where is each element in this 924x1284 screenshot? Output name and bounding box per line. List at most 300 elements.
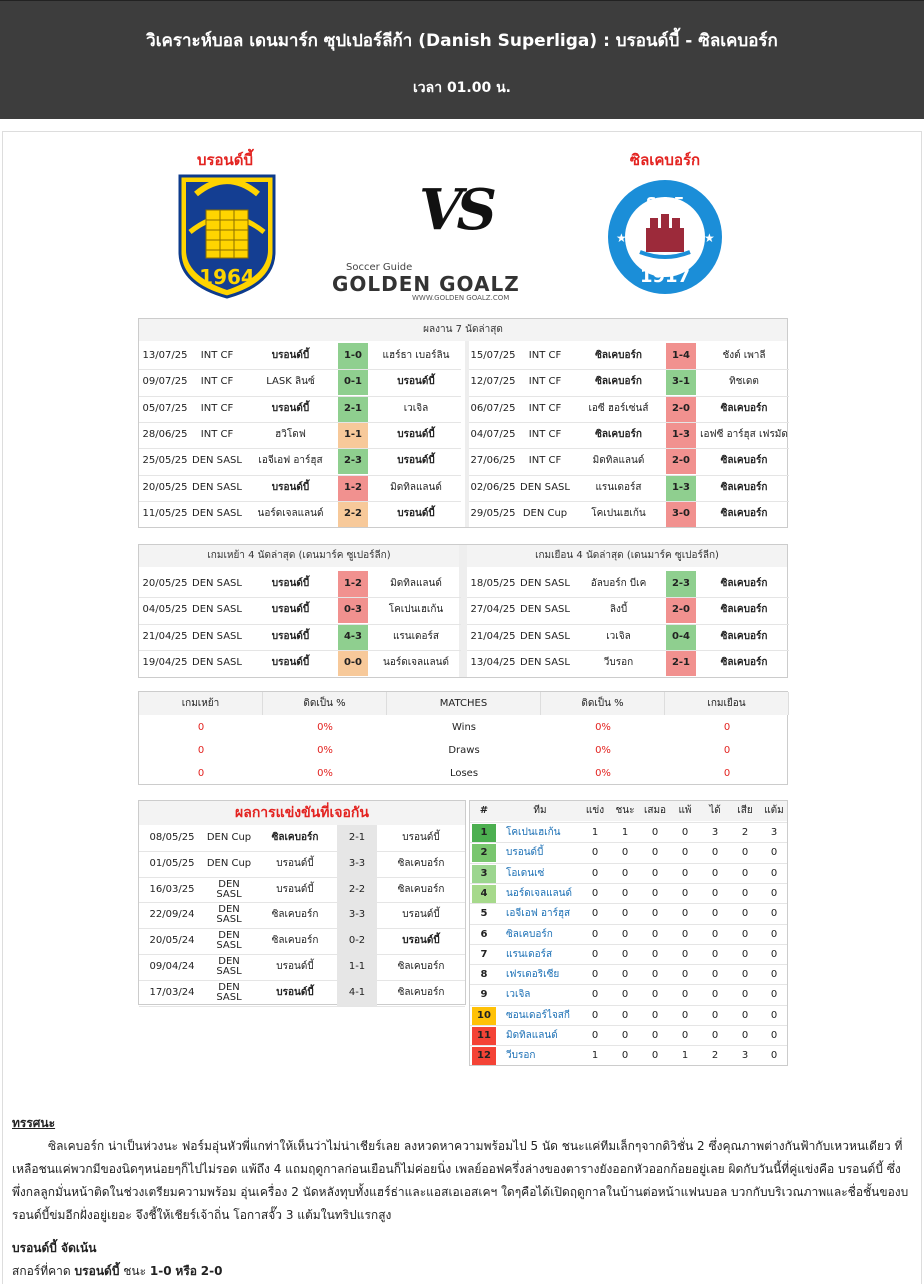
standings-stat: 0 (681, 1009, 689, 1021)
home-team: ซิลเคบอร์ก (595, 350, 642, 361)
standings-stat: 0 (591, 989, 599, 1001)
stats-value: 0% (595, 722, 611, 733)
standings-stat: 0 (651, 847, 659, 859)
match-score: 1-1 (337, 954, 377, 980)
versus-label: VS (419, 177, 491, 243)
standings-stat: 0 (681, 948, 689, 960)
away-team: ชังต์ เพาลี (722, 350, 766, 361)
match-score: 2-0 (666, 448, 696, 474)
h2h-title: ผลการแข่งขันที่เจอกัน (139, 801, 465, 825)
away-team: บรอนด์บี้ (397, 376, 435, 388)
result-row (467, 475, 789, 501)
standings-header: แพ้ (678, 805, 692, 816)
team-link[interactable]: มิดทิลแลนด์ (506, 1030, 558, 1041)
match-date: 21/04/25 (470, 630, 516, 642)
competition: DEN SASL (520, 481, 570, 493)
h2h-row (139, 851, 465, 877)
competition: DEN Cup (522, 507, 568, 519)
standings-stat: 0 (741, 1009, 749, 1021)
home-team: นอร์ดเจลแลนด์ (257, 507, 324, 519)
away-team: ซิลเคบอร์ก (720, 630, 768, 642)
row-divider (467, 501, 789, 502)
team-link[interactable]: โอเดนเซ่ (506, 867, 545, 879)
standings-stat: 0 (741, 867, 749, 879)
position: 5 (480, 908, 488, 920)
match-score: 2-1 (666, 650, 696, 676)
standings-header: แข่ง (585, 805, 605, 816)
match-score: 0-0 (338, 650, 368, 676)
result-row (467, 396, 789, 422)
standings-stat: 0 (651, 948, 659, 960)
standings-stat: 0 (711, 1030, 719, 1041)
standings-stat: 0 (741, 969, 749, 981)
standings-row (470, 883, 787, 903)
competition: INT CF (528, 402, 562, 414)
away-team-name: ซิลเคบอร์ก (629, 151, 701, 169)
standings-row (470, 1025, 787, 1045)
home-team: แรนเดอร์ส (595, 481, 642, 493)
standings-row (470, 944, 787, 964)
match-score: 2-0 (666, 597, 696, 623)
score-or: หรือ (175, 1264, 197, 1278)
result-row (139, 597, 461, 623)
away-team: นอร์ดเจลแลนด์ (382, 656, 449, 668)
standings-stat: 0 (681, 1030, 689, 1041)
result-row (139, 475, 461, 501)
competition: DEN Cup (206, 832, 252, 843)
match-date: 13/04/25 (470, 656, 516, 668)
stats-value: 0 (723, 722, 731, 733)
competition: INT CF (200, 350, 234, 361)
last-7-title: ผลงาน 7 นัดล่าสุด (139, 319, 787, 341)
match-score: 1-2 (338, 571, 368, 597)
standings-row (470, 984, 787, 1004)
stats-header: เกมเหย้า (139, 692, 263, 715)
stats-value: 0 (197, 768, 205, 779)
home-team: บรอนด์บี้ (271, 350, 310, 361)
standings-stat: 2 (741, 827, 749, 838)
home-team: ซิลเคบอร์ก (271, 832, 319, 843)
match-date: 27/04/25 (470, 604, 516, 616)
stats-value: 0% (317, 722, 333, 733)
match-date: 19/04/25 (142, 656, 188, 668)
row-divider (139, 650, 461, 651)
standings-stat: 0 (651, 1009, 659, 1021)
away-team: ซิลเคบอร์ก (720, 578, 768, 589)
standings-header: แต้ม (764, 805, 784, 816)
competition: DEN SASL (520, 656, 570, 668)
team-link[interactable]: เวเจิล (506, 989, 531, 1001)
standings-stat: 0 (741, 928, 749, 940)
stats-value: 0 (723, 768, 731, 779)
match-score: 2-0 (666, 396, 696, 422)
match-score: 0-1 (338, 369, 368, 395)
result-row (467, 571, 789, 597)
row-divider (467, 448, 789, 449)
standings-header: เสมอ (643, 805, 667, 816)
standings-stat: 0 (770, 887, 778, 899)
standings-stat: 0 (591, 887, 599, 899)
match-score: 2-3 (666, 571, 696, 597)
team-link[interactable]: บรอนด์บี้ (506, 847, 544, 859)
home-team-badge-icon (176, 172, 278, 300)
analysis-body: ซิลเคบอร์ก น่าเป็นห่วงนะ ฟอร์มอุ่นหัวพี่แกท่าให้เห็นว่าไม่น่าเชียร์เลย ลงหวดหาความพร้อมไป 5 นัด ชนะแค่ทีมเล็กๆจากดิวิชั่น 2 ซึ่งคุณภาพต่างกันฟ้ากับเหวหนเดียว ที่เหลือชนแค่พวกมีของนิดๆหน่อยๆก็ไปไม่รอด แพ้ถึง 4 แถมฤดูกาลก่อนเยือนก็ไม่ค่อยนิ่ง เพลย์ออฟครึ่งล่างของตารางยังออกหัวออกก้อยอยู่เลย ผิดกับวันนี้ที่คู่แข่งคือ บรอนด์บี้ ซึ่งพึ่งกลลูกมั่นหน้าติดในช่วงเตรียมความพร้อม อุ่นเครื่อง 2 นัดหลังทุบทั้งแฮร์ธ่าและแอสเอเอสเคฯ ใดๆคือได้เปิดฤดูกาลในบ้านต่อหน้าแฟนบอล บวกกับบริเวณภาพและชื่อชั้นของบรอนด์บี้ข่มอีกฝั่งอยู่เยอะ จึงชี้ให้เชียร์เจ้าถิ่น โอกาสจั๊ว 3 แต้มในทริปแรกสูง (12, 1139, 909, 1222)
team-link[interactable]: แรนเดอร์ส (506, 948, 553, 960)
standings-stat: 0 (741, 908, 749, 920)
away-team: โคเปนเฮเก้น (388, 604, 444, 616)
position: 1 (472, 824, 496, 842)
h2h-row (139, 877, 465, 903)
standings-row (470, 1045, 787, 1065)
standings-row (470, 842, 787, 862)
away-team: ซิลเคบอร์ก (720, 455, 768, 467)
result-row (467, 343, 789, 369)
away-team: ซิลเคบอร์ก (720, 507, 768, 519)
row-divider (139, 422, 461, 423)
home-badge-year: 1964 (199, 265, 255, 289)
standings-stat: 1 (591, 827, 599, 838)
standings-stat: 0 (741, 989, 749, 1001)
match-score: 0-4 (666, 624, 696, 650)
match-score: 2-2 (337, 877, 377, 903)
stats-value: Draws (448, 745, 480, 756)
team-link[interactable]: ซิลเคบอร์ก (506, 928, 553, 940)
competition: INT CF (200, 402, 234, 414)
match-date: 22/09/24 (149, 909, 195, 921)
standings-stat: 2 (711, 1050, 719, 1062)
standings-row (470, 924, 787, 944)
h2h-row (139, 980, 465, 1006)
standings-header: ชนะ (615, 805, 635, 816)
away-team: ซิลเคบอร์ก (397, 857, 445, 869)
standings-stat: 0 (681, 969, 689, 981)
match-score: 1-4 (666, 343, 696, 369)
competition: INT CF (528, 350, 562, 361)
match-score: 2-1 (337, 825, 377, 851)
match-date: 02/06/25 (470, 481, 516, 493)
standings-stat: 0 (770, 969, 778, 981)
match-date: 16/03/25 (149, 883, 195, 895)
standings-stat: 0 (741, 948, 749, 960)
home-team: ซิลเคบอร์ก (595, 428, 642, 440)
result-row (467, 448, 789, 474)
position: 4 (472, 885, 496, 903)
standings-stat: 0 (770, 1030, 778, 1041)
match-date: 18/05/25 (470, 578, 516, 589)
standings-stat: 0 (591, 847, 599, 859)
match-date: 25/05/25 (142, 455, 188, 467)
standings-stat: 0 (651, 867, 659, 879)
away-team: มิดทิลแลนด์ (390, 481, 442, 493)
home-team: บรอนด์บี้ (271, 402, 310, 414)
team-link[interactable]: เอจีเอฟ อาร์ฮุส (506, 908, 571, 920)
row-divider (467, 650, 789, 651)
match-date: 28/06/25 (142, 428, 188, 440)
standings-stat: 3 (711, 827, 719, 838)
away-team: ซิลเคบอร์ก (397, 961, 445, 972)
competition: INT CF (528, 376, 562, 388)
row-divider (139, 369, 461, 370)
result-row (139, 501, 461, 527)
standings-stat: 0 (651, 1050, 659, 1062)
standings-stat: 0 (651, 989, 659, 1001)
standings-stat: 0 (741, 1030, 749, 1041)
away-team: ซิลเคบอร์ก (720, 481, 768, 493)
position: 2 (472, 844, 496, 862)
home-team: LASK ลินซ์ (266, 376, 315, 388)
home-team: ซิลเคบอร์ก (271, 909, 319, 921)
result-row (139, 422, 461, 448)
home-team: บรอนด์บี้ (276, 883, 314, 895)
standings-row (470, 903, 787, 923)
standings-stat: 0 (770, 847, 778, 859)
competition: INT CF (200, 428, 234, 440)
match-date: 20/05/25 (142, 481, 188, 493)
home-team: อัลบอร์ก บีเค (590, 578, 647, 589)
team-link[interactable]: โคเปนเฮเก้น (506, 827, 561, 838)
row-divider (139, 501, 461, 502)
stats-header: MATCHES (387, 692, 541, 715)
result-row (139, 650, 461, 676)
away-team: แรนเดอร์ส (392, 630, 440, 642)
stats-value: 0 (197, 722, 205, 733)
standings-stat: 0 (621, 969, 629, 981)
position: 9 (480, 989, 488, 1001)
position: 10 (472, 1007, 496, 1025)
h2h-row (139, 902, 465, 928)
score-b: 2-0 (200, 1264, 223, 1278)
stats-value: Wins (452, 722, 476, 733)
competition: DEN SASL (192, 630, 242, 642)
standings-stat: 0 (770, 948, 778, 960)
team-link[interactable]: ซอนเดอร์ไจสกี (506, 1009, 570, 1021)
match-date: 20/05/24 (149, 935, 195, 947)
logo-url-text: WWW.GOLDEN GOALZ.COM (412, 294, 510, 302)
page-title: วิเคราะห์บอล เดนมาร์ก ซุปเปอร์ลีก้า (Danish Superliga) : บรอนด์บี้ - ซิลเคบอร์ก (146, 31, 778, 51)
home-team: เวเจิล (606, 630, 631, 642)
standings-stat: 0 (621, 867, 629, 879)
stats-value: Loses (449, 768, 479, 779)
stats-value: 0% (317, 745, 333, 756)
match-score: 1-3 (666, 422, 696, 448)
standings-stat: 0 (621, 887, 629, 899)
home-team-name: บรอนด์บี้ (196, 151, 254, 169)
standings-stat: 0 (681, 867, 689, 879)
team-link[interactable]: นอร์ดเจลแลนด์ (506, 887, 573, 899)
head-to-head-panel (138, 800, 466, 1005)
match-score: 1-1 (338, 422, 368, 448)
standings-header: # (479, 805, 489, 816)
standings-stat: 0 (621, 1030, 629, 1041)
match-score: 1-0 (338, 343, 368, 369)
analysis-section (12, 1112, 912, 1283)
standings-stat: 1 (591, 1050, 599, 1062)
row-divider (139, 624, 461, 625)
match-score: 1-2 (338, 475, 368, 501)
standings-row (470, 1005, 787, 1025)
standings-stat: 0 (621, 1050, 629, 1062)
standings-stat: 0 (711, 1009, 719, 1021)
result-row (467, 650, 789, 676)
standings-stat: 0 (711, 908, 719, 920)
match-date: 04/05/25 (142, 604, 188, 616)
result-row (139, 571, 461, 597)
logo-big-text: GOLDEN GOALZ (332, 272, 520, 296)
standings-stat: 0 (681, 989, 689, 1001)
competition: DEN SASL (192, 455, 242, 467)
score-team: บรอนด์บี้ (74, 1264, 120, 1278)
standings-stat: 0 (711, 989, 719, 1001)
competition: DEN SASL (216, 956, 242, 977)
standings-stat: 0 (681, 887, 689, 899)
match-date: 17/03/24 (149, 986, 195, 998)
standings-stat: 0 (711, 867, 719, 879)
standings-stat: 0 (621, 847, 629, 859)
svg-text:★: ★ (616, 231, 627, 245)
standings-header: ได้ (709, 805, 721, 816)
stats-value: 0% (317, 768, 333, 779)
row-divider (139, 475, 461, 476)
home-team: บรอนด์บี้ (271, 604, 310, 616)
svg-text:★: ★ (704, 231, 715, 245)
standings-stat: 0 (681, 908, 689, 920)
stats-header: เกมเยือน (665, 692, 789, 715)
away-team: แฮร์ธา เบอร์ลิน (382, 350, 450, 361)
match-date: 05/07/25 (142, 402, 188, 414)
competition: DEN SASL (192, 604, 242, 616)
standings-stat: 0 (651, 887, 659, 899)
team-link[interactable]: เฟรเดอริเซีย (506, 969, 560, 981)
standings-stat: 0 (651, 928, 659, 940)
last-7-results-panel (138, 318, 788, 528)
stats-value: 0% (595, 745, 611, 756)
stats-header: ดิดเป็น % (541, 692, 665, 715)
result-row (139, 343, 461, 369)
standings-stat: 1 (681, 1050, 689, 1062)
position: 3 (472, 865, 496, 883)
h2h-row (139, 825, 465, 851)
position: 7 (480, 948, 488, 960)
away-team-badge-icon (606, 178, 724, 296)
h2h-row (139, 928, 465, 954)
kickoff-time: เวลา 01.00 น. (412, 80, 511, 96)
stats-value: 0% (595, 768, 611, 779)
position: 12 (472, 1047, 496, 1065)
team-link[interactable]: วีบรอก (506, 1050, 536, 1062)
home-team: วีบรอก (603, 656, 634, 668)
away-team: บรอนด์บี้ (402, 909, 440, 921)
home-team: บรอนด์บี้ (276, 986, 314, 998)
home-team: โคเปนเฮเก้น (591, 507, 646, 519)
match-score: 4-1 (337, 980, 377, 1006)
match-date: 09/07/25 (142, 376, 188, 388)
competition: DEN SASL (520, 604, 570, 616)
away-team: ซิลเคบอร์ก (720, 402, 768, 414)
match-date: 20/05/25 (142, 578, 188, 589)
home-team: เอจีเอฟ อาร์ฮุส (258, 455, 323, 467)
win-draw-loss-stats (138, 691, 788, 785)
match-date: 27/06/25 (470, 455, 516, 467)
standings-stat: 0 (621, 989, 629, 1001)
row-divider (467, 624, 789, 625)
away-badge-letters: S·I·F (645, 194, 685, 212)
stats-value: 0 (197, 745, 205, 756)
standings-stat: 0 (770, 1009, 778, 1021)
standings-stat: 0 (621, 908, 629, 920)
match-score: 2-3 (338, 448, 368, 474)
away-team: บรอนด์บี้ (397, 455, 435, 467)
match-score: 3-1 (666, 369, 696, 395)
standings-stat: 0 (651, 908, 659, 920)
match-score: 1-3 (666, 475, 696, 501)
away-team: ซิลเคบอร์ก (397, 883, 445, 895)
away-badge-year: 1917 (639, 266, 691, 287)
row-divider (139, 396, 461, 397)
home-team: ซิลเคบอร์ก (271, 935, 319, 947)
result-row (139, 369, 461, 395)
standings-stat: 0 (591, 928, 599, 940)
result-row (139, 624, 461, 650)
standings-stat: 0 (681, 928, 689, 940)
league-standings-table (469, 800, 788, 1066)
standings-stat: 0 (711, 928, 719, 940)
home-team: บรอนด์บี้ (271, 656, 310, 668)
row-divider (467, 475, 789, 476)
row-divider (139, 597, 461, 598)
standings-stat: 0 (711, 969, 719, 981)
match-date: 08/05/25 (149, 832, 195, 843)
standings-stat: 0 (591, 948, 599, 960)
standings-stat: 0 (651, 969, 659, 981)
standings-stat: 0 (591, 867, 599, 879)
page-header (0, 0, 924, 119)
logo-small-text: Soccer Guide (346, 262, 413, 273)
competition: INT CF (528, 455, 562, 467)
competition: DEN SASL (192, 578, 242, 589)
standings-stat: 0 (770, 928, 778, 940)
match-score: 0-3 (338, 597, 368, 623)
result-row (467, 369, 789, 395)
standings-header: ทีม (533, 805, 547, 816)
h2h-row (139, 954, 465, 980)
match-score: 2-1 (338, 396, 368, 422)
match-date: 29/05/25 (470, 507, 516, 519)
standings-stat: 0 (591, 908, 599, 920)
score-label: สกอร์ที่คาด (12, 1264, 71, 1278)
standings-stat: 0 (681, 847, 689, 859)
standings-stat: 0 (621, 948, 629, 960)
away-team: ซิลเคบอร์ก (720, 604, 768, 616)
row-divider (139, 1006, 465, 1007)
away-team: ทิชเดต (729, 376, 759, 388)
standings-stat: 0 (770, 989, 778, 1001)
result-row (467, 597, 789, 623)
away-team: เวเจิล (403, 402, 429, 414)
standings-stat: 0 (591, 969, 599, 981)
standings-stat: 1 (621, 827, 629, 838)
away-team: เอฟซี อาร์ฮุส เฟรมัด (700, 428, 788, 440)
standings-stat: 0 (651, 827, 659, 838)
standings-stat: 0 (711, 948, 719, 960)
row-divider (139, 448, 461, 449)
result-row (467, 501, 789, 527)
result-row (139, 396, 461, 422)
row-divider (467, 597, 789, 598)
away-team: บรอนด์บี้ (397, 507, 435, 519)
standings-stat: 0 (770, 867, 778, 879)
match-date: 01/05/25 (149, 857, 195, 869)
result-row (139, 448, 461, 474)
